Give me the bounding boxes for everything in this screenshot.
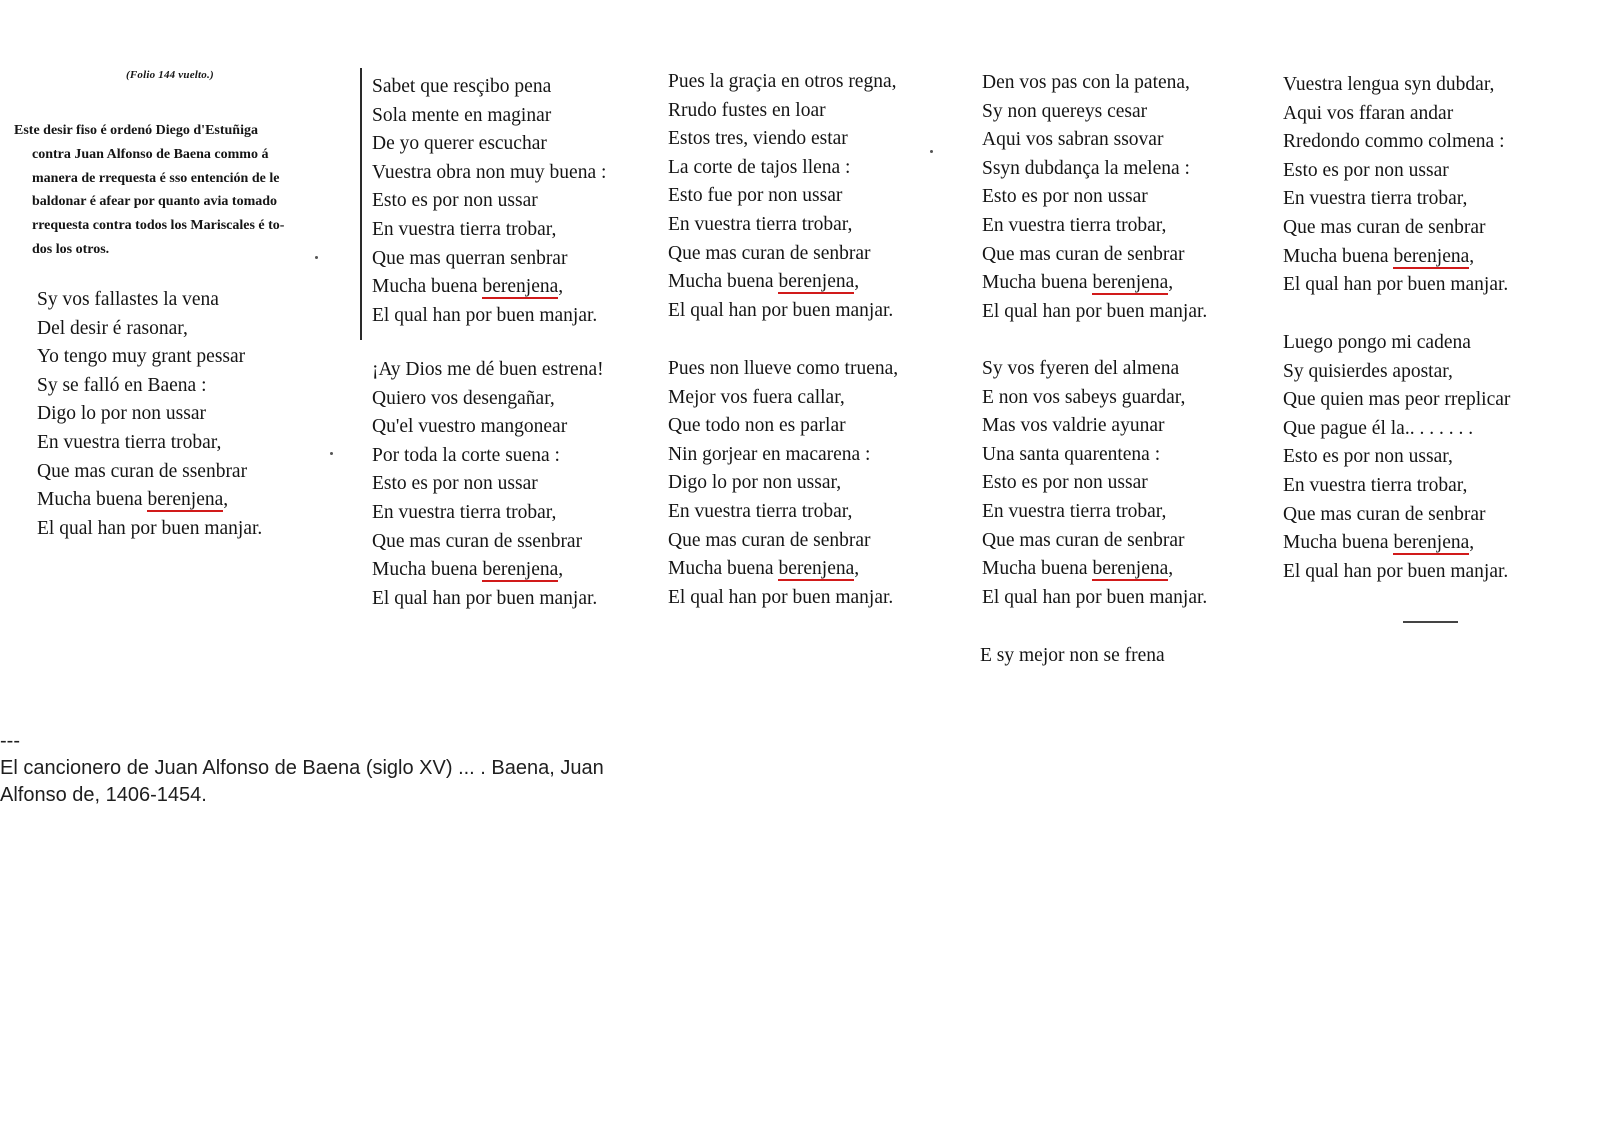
verse-line: De yo querer escuchar — [372, 133, 547, 155]
verse-line: Que todo non es parlar — [668, 415, 846, 437]
highlighted-word-berenjena: berenjena — [482, 276, 559, 298]
verse-line: En vuestra tierra trobar, — [37, 431, 222, 453]
refrain-punct: , — [223, 489, 229, 511]
verse-line: Digo lo por non ussar, — [668, 472, 842, 494]
source-caption — [0, 728, 700, 809]
verse-line: Esto es por non ussar, — [1283, 446, 1453, 468]
verse-line: Rrudo fustes en loar — [668, 99, 826, 121]
highlighted-word-berenjena: berenjena — [778, 558, 855, 580]
refrain-line — [1283, 529, 1510, 558]
refrain-punct: , — [1168, 558, 1174, 580]
verse-line: Por toda la corte suena : — [372, 444, 560, 466]
verse-line: La corte de tajos llena : — [668, 156, 851, 178]
refrain-prefix: Mucha buena — [372, 276, 483, 298]
refrain-prefix: Mucha buena — [372, 559, 483, 581]
verse-line: Esto fue por non ussar — [668, 185, 843, 207]
refrain-line — [1283, 243, 1508, 272]
verse-line: Mejor vos fuera callar, — [668, 386, 845, 408]
print-speck — [930, 150, 933, 153]
verse-line: Que mas curan de senbrar — [668, 529, 871, 551]
refrain-prefix: Mucha buena — [982, 272, 1093, 294]
verse-line: El qual han por buen manjar. — [982, 300, 1208, 322]
refrain-punct: , — [1469, 532, 1475, 554]
refrain-line — [982, 555, 1207, 584]
verse-line: E sy mejor non se frena — [980, 645, 1165, 666]
refrain-line — [37, 486, 262, 515]
verse-line: Sola mente en maginar — [372, 104, 552, 126]
verse-line: Qu'el vuestro mangonear — [372, 416, 568, 438]
verse-line: En vuestra tierra trobar, — [982, 500, 1167, 522]
highlighted-word-berenjena: berenjena — [1092, 558, 1169, 580]
verse-line: En vuestra tierra trobar, — [668, 500, 853, 522]
refrain-line — [982, 269, 1207, 298]
refrain-punct: , — [854, 271, 860, 293]
verse-line: Estos tres, viendo estar — [668, 128, 848, 150]
verse-line: Pues non llueve como truena, — [668, 358, 899, 379]
verse-line: Que mas curan de senbrar — [1283, 216, 1486, 238]
verse-line: Sabet que resçibo pena — [372, 76, 552, 97]
verse-line: Que pague él la.. . . . . . . — [1283, 417, 1474, 439]
stanza-8 — [1283, 71, 1508, 300]
refrain-line — [668, 555, 898, 584]
verse-line: Que mas curan de senbrar — [1283, 503, 1486, 525]
intro-line: Este desir fiso é ordenó Diego d'Estuñiga — [14, 123, 258, 138]
verse-line: El qual han por buen manjar. — [982, 586, 1208, 608]
highlighted-word-berenjena: berenjena — [1092, 272, 1169, 294]
stanza-5 — [668, 355, 898, 612]
verse-line: Sy se falló en Baena : — [37, 374, 207, 396]
verse-line: ¡Ay Dios me dé buen estrena! — [372, 359, 604, 380]
refrain-punct: , — [1168, 272, 1174, 294]
intro-line: contra Juan Alfonso de Baena commo á — [32, 146, 269, 162]
verse-line: Luego pongo mi cadena — [1283, 332, 1471, 353]
stanza-6 — [982, 69, 1207, 326]
verse-line: Aqui vos sabran ssovar — [982, 129, 1164, 151]
verse-line: El qual han por buen manjar. — [372, 587, 598, 609]
verse-line: Quiero vos desengañar, — [372, 387, 555, 409]
stanza-7 — [982, 355, 1207, 612]
caption-line: El cancionero de Juan Alfonso de Baena (siglo XV) ... . Baena, Juan — [0, 757, 604, 779]
verse-line: Que quien mas peor rreplicar — [1283, 389, 1511, 411]
stanza-4 — [668, 68, 897, 325]
highlighted-word-berenjena: berenjena — [1393, 245, 1470, 267]
verse-line: El qual han por buen manjar. — [1283, 560, 1509, 582]
refrain-prefix: Mucha buena — [982, 558, 1093, 580]
verse-line: En vuestra tierra trobar, — [1283, 474, 1468, 496]
verse-line: Que mas curan de ssenbrar — [37, 460, 248, 482]
stanza-continuation — [980, 642, 1165, 671]
highlighted-word-berenjena: berenjena — [778, 271, 855, 293]
refrain-punct: , — [558, 276, 564, 298]
caption-separator: --- — [0, 730, 20, 752]
verse-line: Que mas curan de ssenbrar — [372, 530, 583, 552]
caption-line: Alfonso de, 1406-1454. — [0, 784, 207, 806]
verse-line: E non vos sabeys guardar, — [982, 386, 1186, 408]
intro-line: manera de rrequesta é sso entención de le — [32, 170, 280, 186]
verse-line: Nin gorjear en macarena : — [668, 443, 871, 465]
folio-number: (Folio 144 vuelto.) — [126, 69, 214, 81]
verse-line: Mas vos valdrie ayunar — [982, 415, 1165, 437]
stanza-9 — [1283, 329, 1510, 586]
verse-line: Una santa quarentena : — [982, 443, 1161, 465]
verse-line: Sy vos fyeren del almena — [982, 358, 1180, 379]
refrain-punct: , — [558, 559, 564, 581]
verse-line: Aqui vos ffaran andar — [1283, 102, 1454, 124]
print-speck — [330, 452, 333, 455]
refrain-prefix: Mucha buena — [668, 558, 779, 580]
verse-line: Ssyn dubdança la melena : — [982, 157, 1190, 179]
verse-line: Sy non quereys cesar — [982, 100, 1148, 122]
stanza-3 — [372, 356, 604, 613]
verse-line: El qual han por buen manjar. — [668, 299, 894, 321]
intro-line: dos los otros. — [32, 241, 110, 257]
verse-line: Esto es por non ussar — [372, 190, 538, 212]
verse-line: En vuestra tierra trobar, — [982, 214, 1167, 236]
verse-line: Yo tengo muy grant pessar — [37, 346, 246, 368]
verse-line: Vuestra lengua syn dubdar, — [1283, 74, 1495, 95]
refrain-prefix: Mucha buena — [1283, 532, 1394, 554]
verse-line: El qual han por buen manjar. — [668, 586, 894, 608]
verse-line: Del desir é rasonar, — [37, 317, 188, 339]
verse-line: En vuestra tierra trobar, — [372, 501, 557, 523]
verse-line: Vuestra obra non muy buena : — [372, 161, 607, 183]
verse-line: Sy vos fallastes la vena — [37, 289, 219, 310]
intro-line: rrequesta contra todos los Mariscales é to- — [32, 218, 285, 234]
highlighted-word-berenjena: berenjena — [482, 559, 559, 581]
highlighted-word-berenjena: berenjena — [1393, 532, 1470, 554]
verse-line: El qual han por buen manjar. — [372, 304, 598, 326]
verse-line: En vuestra tierra trobar, — [372, 218, 557, 240]
column-divider — [360, 68, 362, 340]
refrain-line — [372, 273, 606, 302]
verse-line: El qual han por buen manjar. — [37, 517, 263, 539]
refrain-line — [668, 268, 897, 297]
verse-line: El qual han por buen manjar. — [1283, 274, 1509, 296]
verse-line: Esto es por non ussar — [1283, 159, 1449, 181]
verse-line: Pues la graçia en otros regna, — [668, 71, 897, 92]
verse-line: Que mas curan de senbrar — [668, 242, 871, 264]
verse-line: Esto es por non ussar — [982, 472, 1148, 494]
highlighted-word-berenjena: berenjena — [147, 489, 224, 511]
verse-line: Esto es por non ussar — [372, 473, 538, 495]
verse-line: Den vos pas con la patena, — [982, 72, 1190, 93]
print-speck — [315, 256, 318, 259]
verse-line: Esto es por non ussar — [982, 186, 1148, 208]
verse-line: Que mas curan de senbrar — [982, 529, 1185, 551]
refrain-line — [372, 556, 604, 585]
verse-line: Que mas curan de senbrar — [982, 243, 1185, 265]
verse-line: En vuestra tierra trobar, — [668, 213, 853, 235]
refrain-punct: , — [854, 558, 860, 580]
refrain-prefix: Mucha buena — [668, 271, 779, 293]
verse-line: Sy quisierdes apostar, — [1283, 360, 1453, 382]
verse-line: En vuestra tierra trobar, — [1283, 188, 1468, 210]
verse-line: Que mas querran senbrar — [372, 247, 568, 269]
refrain-prefix: Mucha buena — [1283, 245, 1394, 267]
poem-introduction — [14, 119, 356, 262]
verse-line: Rredondo commo colmena : — [1283, 131, 1505, 153]
refrain-prefix: Mucha buena — [37, 489, 148, 511]
stanza-2 — [372, 73, 606, 330]
intro-line: baldonar é afear por quanto avia tomado — [32, 194, 278, 210]
verse-line: Digo lo por non ussar — [37, 403, 206, 425]
refrain-punct: , — [1469, 245, 1475, 267]
end-rule — [1403, 621, 1458, 623]
stanza-1 — [37, 286, 262, 543]
